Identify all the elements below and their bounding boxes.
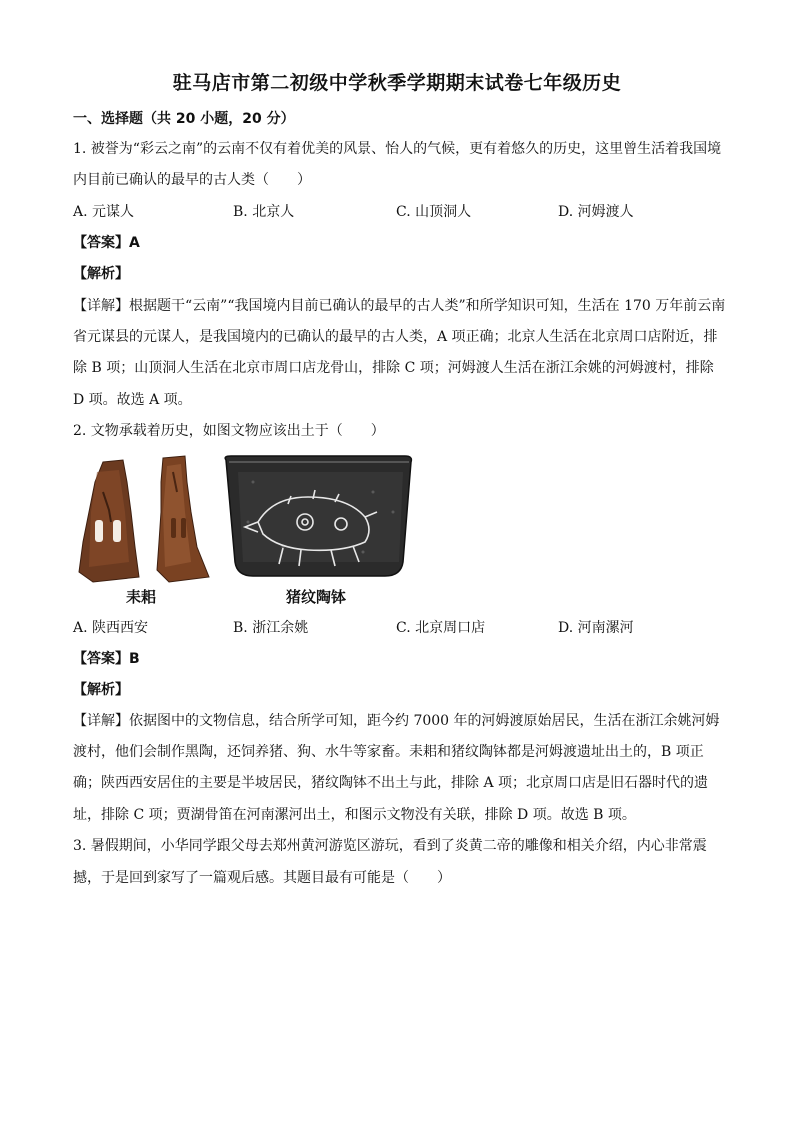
q1-detail-line-1: 【详解】根据题干“云南”“我国境内目前已确认的最早的古人类”和所学知识可知，生活在 170 万年前云南	[73, 298, 726, 314]
section-heading: 一、选择题（共 20 小题，20 分）	[73, 111, 295, 127]
q2-option-c: C. 北京周口店	[396, 620, 486, 636]
caption-pig-pottery: 猪纹陶钵	[286, 588, 347, 606]
q1-stem-line-2: 内目前已确认的最早的古人类（ ）	[73, 172, 311, 188]
q2-detail-line-4: 址，排除 C 项；贾湖骨笛在河南漯河出土，和图示文物没有关联，排除 D 项。故选 B 项。	[73, 807, 636, 823]
pig-pattern-pottery-bowl-image	[225, 456, 411, 576]
q2-answer: 【答案】B	[73, 651, 140, 667]
q2-analysis-label: 【解析】	[73, 682, 129, 698]
artifact-illustration	[73, 452, 418, 608]
q1-option-d: D. 河姆渡人	[558, 204, 634, 220]
q1-analysis-label: 【解析】	[73, 266, 129, 282]
q2-option-a: A. 陕西西安	[73, 620, 149, 636]
page-title: 驻马店市第二初级中学秋季学期期末试卷七年级历史	[172, 72, 622, 94]
q2-detail-line-3: 确；陕西西安居住的主要是半坡居民，猪纹陶钵不出土与此，排除 A 项；北京周口店是旧石器时代的遗	[73, 775, 709, 791]
q3-stem-line-2: 撼，于是回到家写了一篇观后感。其题目最有可能是（ ）	[73, 870, 451, 886]
q1-option-b: B. 北京人	[233, 204, 295, 220]
leisi-left-image	[79, 460, 139, 582]
q1-answer: 【答案】A	[73, 235, 140, 251]
q3-stem-line-1: 3. 暑假期间，小华同学跟父母去郑州黄河游览区游玩，看到了炎黄二帝的雕像和相关介绍，内心非常震	[73, 838, 707, 854]
q2-stem-line-1: 2. 文物承载着历史，如图文物应该出土于（ ）	[73, 423, 385, 439]
q2-detail-line-2: 渡村，他们会制作黑陶，还饲养猪、狗、水牛等家畜。耒耜和猪纹陶钵都是河姆渡遗址出土的，B 项正	[73, 744, 704, 760]
q1-stem-line-1: 1. 被誉为“彩云之南”的云南不仅有着优美的风景、怡人的气候，更有着悠久的历史，这里曾生活着我国境	[73, 141, 722, 157]
q2-detail-line-1: 【详解】依据图中的文物信息，结合所学可知，距今约 7000 年的河姆渡原始居民，生活在浙江余姚河姆	[73, 713, 720, 729]
q2-option-b: B. 浙江余姚	[233, 620, 309, 636]
leisi-right-image	[157, 456, 209, 582]
q1-detail-line-4: D 项。故选 A 项。	[73, 392, 192, 408]
q1-option-a: A. 元谋人	[73, 204, 135, 220]
caption-leisi: 耒耜	[126, 588, 157, 606]
q1-detail-line-2: 省元谋县的元谋人，是我国境内的已确认的最早的古人类，A 项正确；北京人生活在北京周口店附近，排	[73, 329, 718, 345]
q1-option-c: C. 山顶洞人	[396, 204, 472, 220]
artifact-figure	[73, 452, 418, 608]
q1-detail-line-3: 除 B 项；山顶洞人生活在北京市周口店龙骨山，排除 C 项；河姆渡人生活在浙江余姚的河姆渡村，排除	[73, 360, 714, 376]
q2-option-d: D. 河南漯河	[558, 620, 634, 636]
